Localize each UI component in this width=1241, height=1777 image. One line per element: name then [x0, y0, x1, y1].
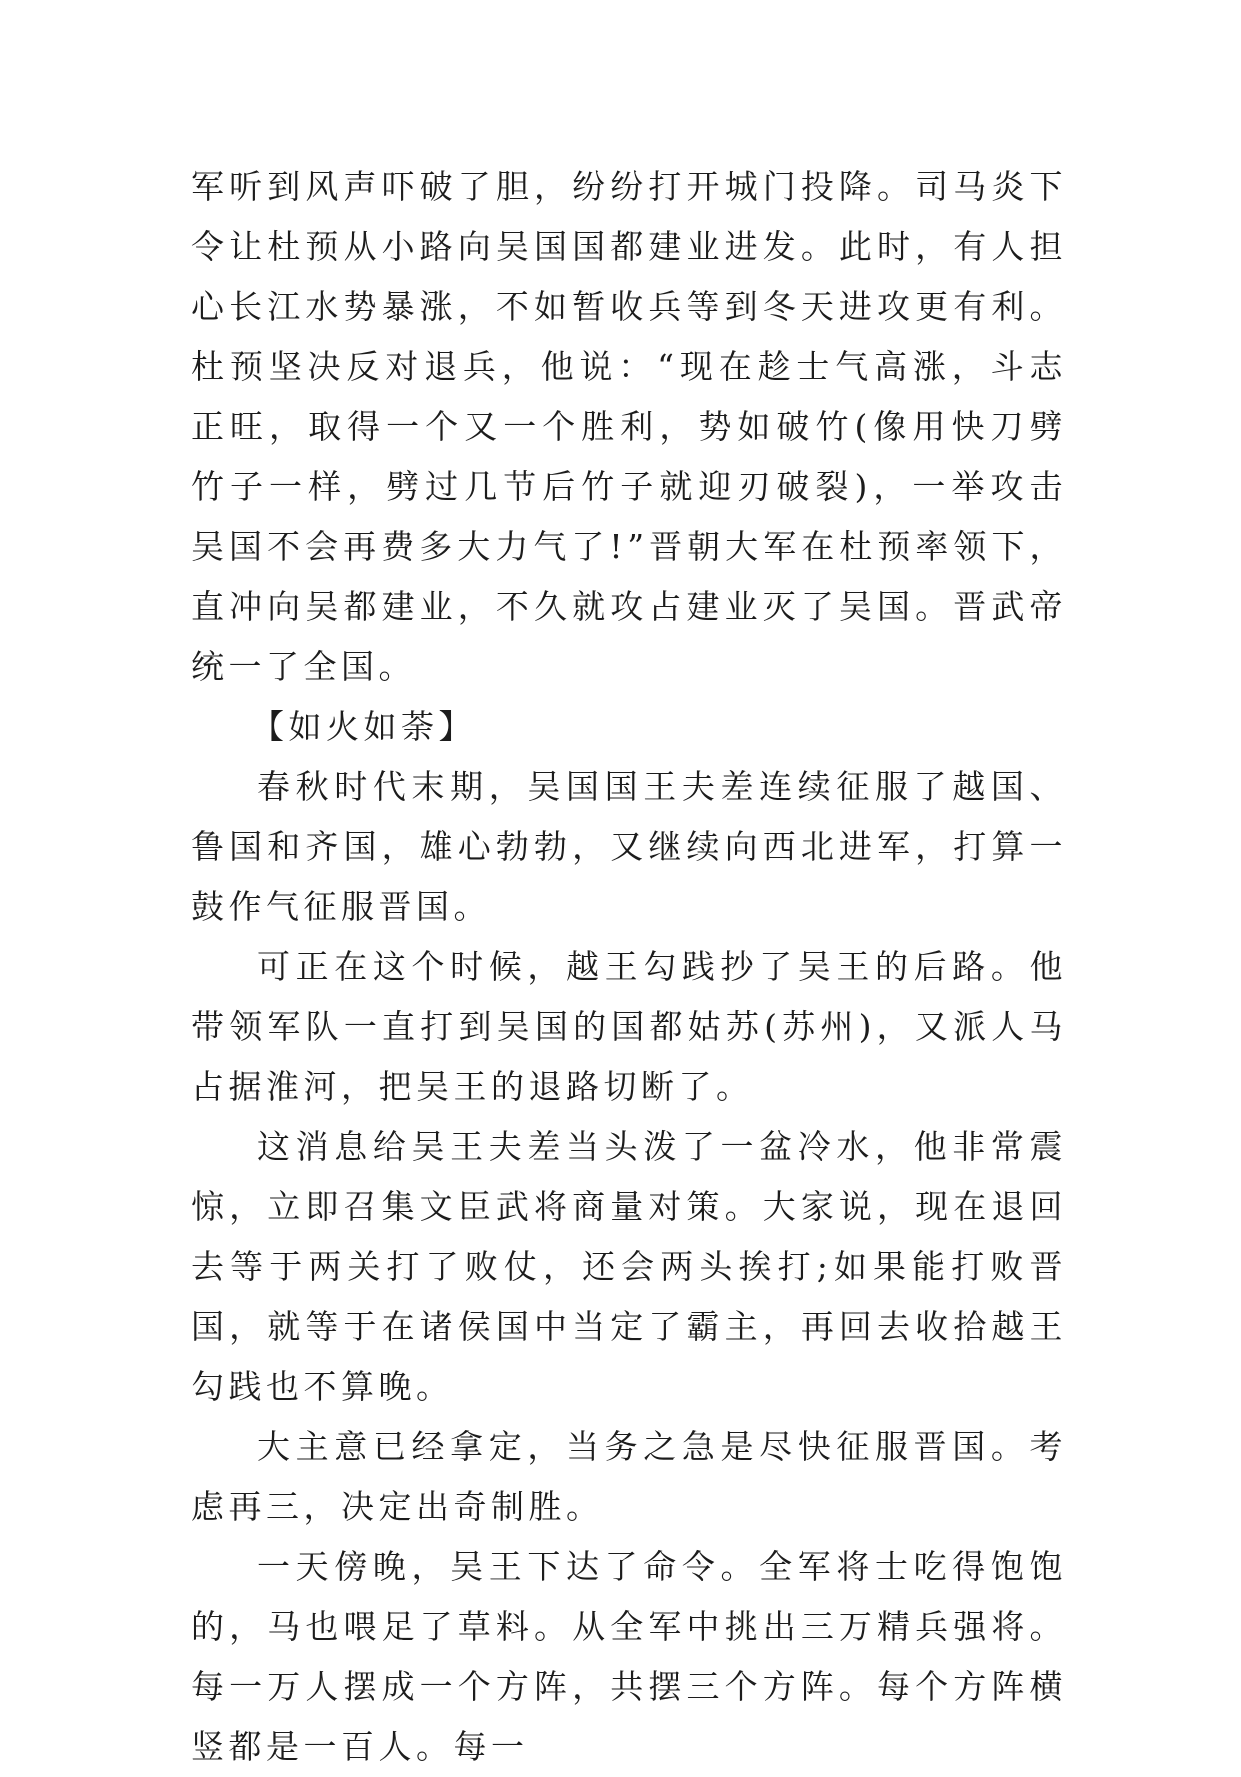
paragraph: 这消息给吴王夫差当头泼了一盆冷水，他非常震惊，立即召集文臣武将商量对策。大家说，现在退回去等于两关打了败仗，还会两头挨打;如果能打败晋国，就等于在诸侯国中当定了霸主，再回去收拾越王勾践也不算晚。 — [191, 1127, 1067, 1406]
paragraph-continued: 军听到风声吓破了胆，纷纷打开城门投降。司马炎下令让杜预从小路向吴国国都建业进发。此时，有人担心长江水势暴涨，不如暂收兵等到冬天进攻更有利。杜预坚决反对退兵，他说：“现在趁士气高涨，斗志正旺，取得一个又一个胜利，势如破竹(像用快刀劈竹子一样，劈过几节后竹子就迎刃破裂)，一举攻击吴国不会再费多大力气了!”晋朝大军在杜预率领下，直冲向吴都建业，不久就攻占建业灭了吴国。晋武帝统一了全国。 — [191, 167, 1067, 686]
section-heading: 【如火如荼】 — [251, 707, 476, 746]
paragraph: 一天傍晚，吴王下达了命令。全军将士吃得饱饱的，马也喂足了草料。从全军中挑出三万精兵强将。每一万人摆成一个方阵，共摆三个方阵。每个方阵横竖都是一百人。每一 — [191, 1547, 1067, 1766]
paragraph: 春秋时代末期，吴国国王夫差连续征服了越国、鲁国和齐国，雄心勃勃，又继续向西北进军，打算一鼓作气征服晋国。 — [191, 767, 1067, 926]
paragraph: 大主意已经拿定，当务之急是尽快征服晋国。考虑再三，决定出奇制胜。 — [191, 1427, 1067, 1526]
document-body — [191, 157, 1067, 1777]
paragraph: 可正在这个时候，越王勾践抄了吴王的后路。他带领军队一直打到吴国的国都姑苏(苏州)，又派人马占据淮河，把吴王的退路切断了。 — [191, 947, 1067, 1106]
